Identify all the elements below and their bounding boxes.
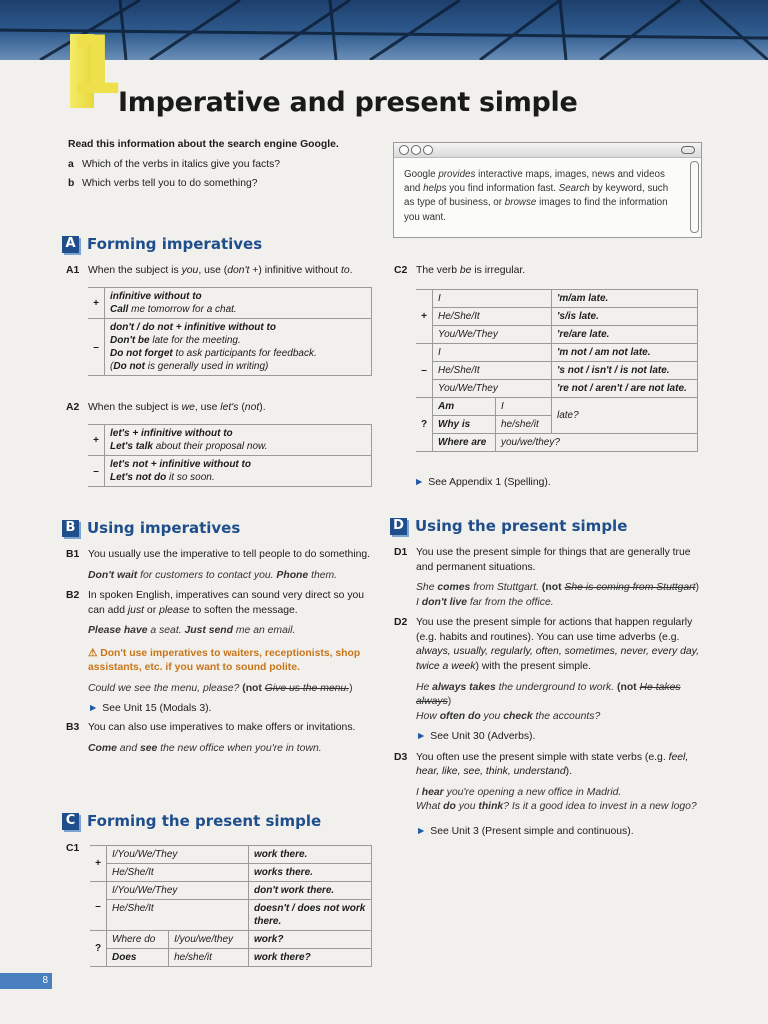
question-symbol: ? (90, 931, 107, 967)
subject-cell: I (433, 290, 552, 308)
arrow-icon: ► (416, 731, 427, 743)
table-row (88, 288, 372, 319)
d3-example-2 (416, 800, 702, 815)
b3-text: You can also use imperatives to make offers or invitations. (88, 722, 356, 734)
unit-number: 1 (68, 19, 124, 112)
table-row (88, 319, 372, 376)
example-text: from Stuttgart. (470, 582, 542, 594)
example-text: I (416, 596, 422, 608)
subject-cell: I (433, 344, 552, 362)
d2-text-3: ) with the present simple. (475, 660, 591, 672)
b2-example (88, 624, 376, 639)
toolbar-toggle-icon (681, 146, 695, 154)
example-not: (not (242, 682, 265, 694)
verb-cell: don't work there. (249, 882, 372, 900)
d1-label: D1 (394, 547, 408, 558)
browser-text-3: you find information fast. (446, 183, 559, 195)
c2-rule (394, 264, 525, 279)
example-verb: Don't be (110, 335, 150, 346)
d2-example-2 (416, 710, 702, 725)
lets-table (88, 424, 372, 487)
d3-text-1: You often use the present simple with state verbs (e.g. (416, 751, 669, 763)
example-text: and (116, 742, 140, 754)
table-row (416, 326, 698, 344)
table-row (90, 900, 372, 931)
table-row (416, 434, 698, 452)
example-text: What (416, 801, 444, 813)
a2-text-2: we (181, 402, 195, 413)
see-unit-30-link[interactable] (416, 730, 702, 745)
b2-text-1: In spoken English, imperatives can sound very direct so you can add (88, 590, 365, 616)
subject-cell: I (496, 398, 552, 416)
verb-cell: 's/is late. (552, 308, 698, 326)
example-text: He (416, 681, 433, 693)
b3-example (88, 742, 376, 757)
close-icon (399, 145, 409, 155)
subject-cell: you/we/they? (496, 434, 698, 452)
a1-text-4: don't (227, 265, 250, 276)
example-text: them. (308, 569, 338, 581)
c2-text-2: be (459, 265, 472, 276)
example-struck: Give us the menu. (264, 682, 350, 694)
example-not: (not (617, 681, 640, 693)
browser-text-4: by keyword, such as type of business, or (404, 183, 669, 209)
b3-label: B3 (66, 722, 80, 734)
example-text: me an email. (233, 625, 296, 637)
table-cell (105, 288, 372, 319)
unit-number-badge (68, 19, 124, 112)
intro-question-a (68, 158, 378, 173)
verb-cell: 're/are late. (552, 326, 698, 344)
table-row (90, 882, 372, 900)
table-row (416, 398, 698, 416)
browser-text-5: images to find the information you want. (404, 197, 668, 223)
d2-example-1 (416, 681, 702, 710)
example-struck: She is coming from Stuttgart (564, 582, 696, 594)
minimize-icon (411, 145, 421, 155)
verb-cell: 'm not / am not late. (552, 344, 698, 362)
section-d-title: Using the present simple (415, 517, 628, 535)
example-verb: think (478, 801, 504, 813)
imperative-table (88, 287, 372, 376)
b3-rule (66, 721, 376, 736)
aux-cell: Does (107, 949, 169, 967)
table-row (416, 290, 698, 308)
table-row (90, 846, 372, 864)
subject-cell: He/She/It (433, 362, 552, 380)
verb-cell: 're not / aren't / are not late. (552, 380, 698, 398)
d3-text-2: feel, hear, like, see, think, understand (416, 751, 689, 778)
example-text: ) (447, 696, 452, 708)
table-cell (105, 456, 372, 487)
plus-symbol: + (416, 290, 433, 344)
example-text: is generally used in writing) (145, 361, 269, 372)
example-verb: Please have (88, 625, 148, 637)
plus-symbol: + (88, 425, 105, 456)
section-c-title: Forming the present simple (87, 812, 322, 830)
table-row (88, 456, 372, 487)
example-text: you're opening a new office in Madrid. (443, 786, 622, 798)
see-text: See Unit 3 (Present simple and continuous). (430, 826, 634, 837)
d2-label: D2 (394, 617, 408, 629)
example-text: me tomorrow for a chat. (128, 304, 237, 315)
a1-text-1: When the subject is (88, 265, 182, 276)
example-text: How (416, 710, 440, 722)
section-b-body (66, 548, 376, 756)
example-not: (not (541, 582, 565, 594)
example-text: it so soon. (166, 472, 215, 483)
intro (68, 138, 378, 192)
example-text: the accounts? (532, 710, 601, 722)
section-a-letter: A (62, 236, 79, 253)
warning-icon: ⚠ (88, 647, 101, 659)
a1-text-5: +) infinitive without (249, 265, 341, 276)
see-text: See Unit 15 (Modals 3). (102, 702, 212, 714)
example-verb: Let's talk (110, 441, 153, 452)
d2-text-1: You use the present simple for actions that happen regularly (e.g. habits and routines). You can use time adverbs (e.g. (416, 617, 693, 643)
minus-symbol: – (90, 882, 107, 931)
minus-symbol: – (88, 456, 105, 487)
section-a-title: Forming imperatives (87, 235, 263, 253)
section-d-letter: D (390, 518, 407, 535)
example-verb: always takes (432, 681, 496, 693)
table-row (416, 362, 698, 380)
section-d-heading (390, 516, 627, 537)
see-unit-3-link[interactable] (416, 825, 702, 840)
browser-text-1: Google (404, 169, 439, 180)
example-verb: check (503, 710, 533, 722)
a2-rule (66, 401, 376, 416)
example-verb: Come (88, 742, 117, 754)
maximize-icon (423, 145, 433, 155)
question-b-text: Which verbs tell you to do something? (82, 178, 258, 190)
section-c-letter: C (62, 813, 79, 830)
aux-cell: Why is (433, 416, 496, 434)
late-cell: late? (552, 398, 698, 434)
d3-label: D3 (394, 751, 408, 763)
section-b-heading (62, 518, 240, 539)
aux-cell: Where do (107, 931, 169, 949)
table-row (416, 380, 698, 398)
example-text: the underground to work. (495, 681, 618, 693)
arrow-icon: ► (416, 826, 427, 837)
intro-question-b (68, 177, 378, 192)
rule-heading: infinitive without to (110, 291, 202, 302)
subject-cell: He/She/It (107, 900, 249, 931)
verb-cell: 'm/am late. (552, 290, 698, 308)
d1-rule (394, 546, 702, 575)
a1-rule (66, 264, 376, 279)
c2-text-1: The verb (416, 265, 460, 276)
example-text: late for the meeting. (149, 335, 241, 346)
a1-label: A1 (66, 265, 80, 276)
table-row (416, 344, 698, 362)
c2-label: C2 (394, 265, 408, 276)
table-row (90, 931, 372, 949)
b2-text-2: just (127, 604, 145, 616)
page-title: Imperative and present simple (118, 87, 578, 118)
verb-cell: work there. (249, 846, 372, 864)
browser-titlebar (394, 143, 701, 158)
table-cell (105, 319, 372, 376)
subject-cell: I/You/We/They (107, 882, 249, 900)
example-verb: Just send (184, 625, 233, 637)
b2-text-5: to soften the message. (189, 604, 298, 616)
subject-cell: He/She/It (433, 308, 552, 326)
a2-label: A2 (66, 402, 80, 413)
a1-text-6: to (340, 265, 350, 276)
warning-example (88, 682, 376, 697)
plus-symbol: + (88, 288, 105, 319)
section-c-heading (62, 811, 321, 832)
see-text: See Unit 30 (Adverbs). (430, 731, 536, 743)
verb-cell: work there? (249, 949, 372, 967)
example-verb: Do not forget (110, 348, 173, 359)
a2-text-6: not (244, 402, 260, 413)
b1-example (88, 569, 376, 584)
a2-text-7: ). (259, 402, 266, 413)
b2-text-3: or (144, 604, 160, 616)
example-text: Could we see the menu, please? (88, 682, 243, 694)
subject-cell: He/She/It (107, 864, 249, 882)
a2-text-1: When the subject is (88, 402, 182, 413)
verb-cell: 's not / isn't / is not late. (552, 362, 698, 380)
minus-symbol: – (88, 319, 105, 376)
minus-symbol: – (416, 344, 433, 398)
a2-text-4: let's (220, 402, 239, 413)
b1-rule (66, 548, 376, 563)
question-a-text: Which of the verbs in italics give you facts? (82, 158, 281, 170)
example-verb: don't live (421, 596, 467, 608)
example-text: far from the office. (466, 596, 554, 608)
a1-text-7: . (349, 265, 353, 276)
d1-text: You use the present simple for things that are generally true and permanent situations. (416, 547, 691, 573)
see-text: See Appendix 1 (Spelling). (428, 477, 551, 488)
example-text: ) (695, 582, 699, 594)
see-appendix-link[interactable] (414, 476, 551, 491)
table-row (88, 425, 372, 456)
example-verb: Don't wait (88, 569, 138, 581)
label-a: a (68, 158, 74, 170)
b1-label: B1 (66, 549, 80, 560)
example-verb: hear (421, 786, 444, 798)
see-unit-15-link[interactable] (88, 702, 376, 717)
example-verb: do (443, 801, 456, 813)
rule-heading: let's + infinitive without to (110, 428, 233, 439)
example-verb: Call (110, 304, 129, 315)
a1-text-3: , use ( (198, 265, 228, 276)
example-verb: Let's not do (110, 472, 167, 483)
example-text: ( (110, 361, 114, 372)
example-verb: Do not (113, 361, 145, 372)
subject-cell: he/she/it (169, 949, 249, 967)
d1-example-2 (416, 596, 702, 611)
arrow-icon: ► (414, 477, 425, 488)
intro-text: Read this information about the search engine Google. (68, 139, 339, 150)
subject-cell: I/you/we/they (169, 931, 249, 949)
question-symbol: ? (416, 398, 433, 452)
a1-text-2: you (181, 265, 199, 276)
example-text: for customers to contact you. (137, 569, 277, 581)
verb-provides: provides (438, 169, 476, 180)
aux-cell: Am (433, 398, 496, 416)
example-verb: see (140, 742, 158, 754)
d3-example-1 (416, 786, 702, 801)
a2-text-3: , use (194, 402, 221, 413)
verb-cell: works there. (249, 864, 372, 882)
section-b-letter: B (62, 520, 79, 537)
example-text: ) (349, 682, 353, 694)
table-row (416, 308, 698, 326)
verb-helps: helps (423, 183, 447, 195)
subject-cell: You/We/They (433, 380, 552, 398)
example-text: about their proposal now. (152, 441, 268, 452)
example-verb: comes (437, 582, 471, 594)
page-number: 8 (0, 973, 52, 989)
rule-heading: let's not + infinitive without to (110, 459, 251, 470)
label-b: b (68, 178, 75, 190)
example-text: a seat. (147, 625, 185, 637)
d2-rule (394, 616, 702, 674)
browser-text (394, 158, 701, 225)
table-row (90, 864, 372, 882)
a2-text-5: ( (238, 402, 245, 413)
example-text: the new office when you're in town. (157, 742, 322, 754)
section-b-title: Using imperatives (87, 519, 241, 537)
c1-label: C1 (66, 843, 80, 854)
c2-text-3: is irregular. (471, 265, 526, 276)
example-text: to ask participants for feedback. (172, 348, 317, 359)
verb-search: Search (558, 183, 590, 195)
example-verb: often do (439, 710, 481, 722)
example-text: you (480, 710, 504, 722)
subject-cell: You/We/They (433, 326, 552, 344)
example-verb: Phone (276, 569, 309, 581)
subject-cell: I/You/We/They (107, 846, 249, 864)
example-text: ? Is it a good idea to invest in a new logo? (503, 801, 697, 813)
warning-note (88, 647, 376, 676)
b1-text: You usually use the imperative to tell people to do something. (88, 549, 371, 560)
example-text: I (416, 786, 422, 798)
table-row (90, 949, 372, 967)
verb-browse: browse (504, 197, 537, 209)
d3-text-3: ). (565, 766, 572, 778)
b2-rule (66, 589, 376, 618)
aux-cell: Where are (433, 434, 496, 452)
example-struck: He takes always (416, 681, 681, 708)
b2-label: B2 (66, 590, 80, 602)
browser-window (393, 142, 702, 238)
example-text: you (455, 801, 479, 813)
warning-text: Don't use imperatives to waiters, receptionists, shop assistants, etc. if you want to sound polite. (88, 647, 361, 674)
browser-text-2: interactive maps, images, news and videos and (404, 169, 665, 195)
present-simple-table (90, 845, 372, 967)
subject-cell: he/she/it (496, 416, 552, 434)
d2-text-2: always, usually, regularly, often, sometimes, never, every day, twice a week (416, 646, 699, 672)
rule-heading: don't / do not + infinitive without to (110, 322, 276, 333)
verb-cell: work? (249, 931, 372, 949)
section-a-heading (62, 234, 262, 255)
scrollbar[interactable] (690, 161, 699, 233)
d3-rule (394, 751, 702, 780)
b2-text-4: please (159, 604, 190, 616)
table-cell (105, 425, 372, 456)
example-text: She (416, 582, 438, 594)
arrow-icon: ► (88, 702, 99, 714)
plus-symbol: + (90, 846, 107, 882)
be-table (416, 289, 698, 452)
section-d-body (394, 546, 702, 840)
verb-cell: doesn't / does not work there. (249, 900, 372, 931)
d1-example-1 (416, 581, 702, 596)
